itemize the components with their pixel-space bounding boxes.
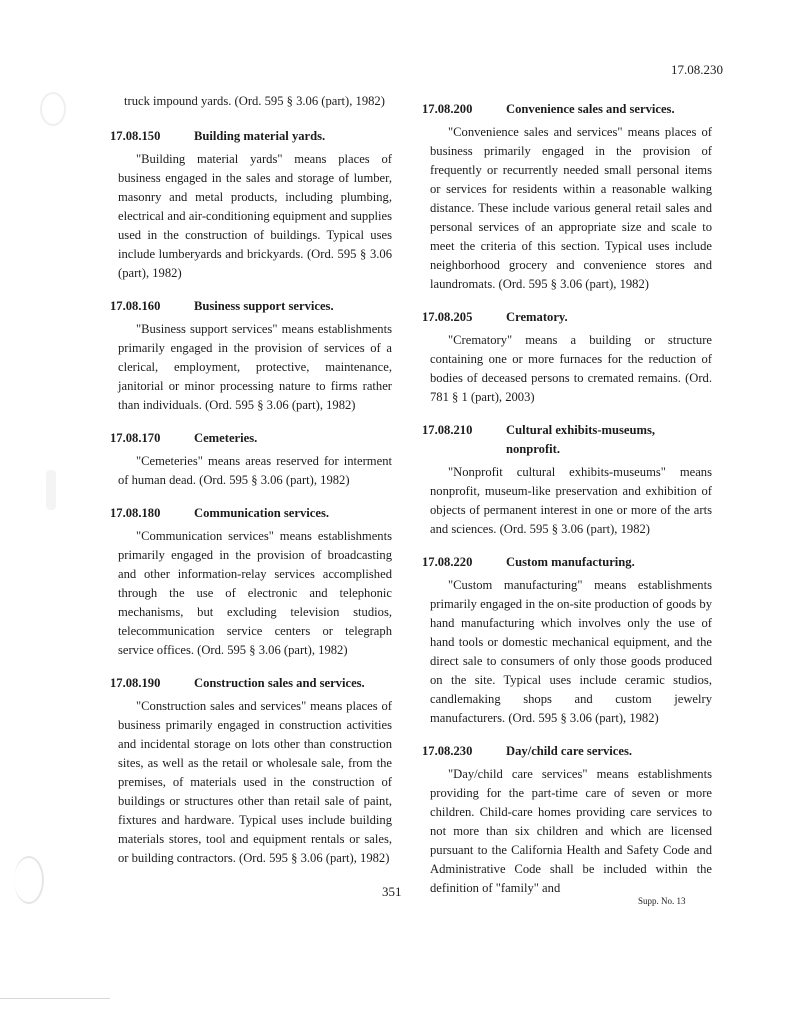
section-body: "Crematory" means a building or structure containing one or more furnaces for the reduction of bodies of deceased persons to cremated remains. (Ord. 781 § 1 (part), 2003) (430, 333, 712, 404)
section-title: Crematory. (506, 310, 568, 324)
section-number: 17.08.210 (422, 423, 473, 437)
supplement-label: Supp. No. 13 (638, 896, 686, 906)
section-number: 17.08.180 (110, 506, 161, 520)
section-heading (422, 308, 712, 327)
section-17-08-230 (422, 742, 712, 898)
section-title: Business support services. (194, 299, 334, 313)
section-17-08-150 (110, 127, 392, 283)
section-heading (110, 504, 392, 523)
section-number: 17.08.190 (110, 676, 161, 690)
section-heading (422, 421, 712, 459)
section-title: Custom manufacturing. (506, 555, 635, 569)
section-heading (110, 674, 392, 693)
section-body: "Convenience sales and services" means places of business primarily engaged in the provision of frequently or recurrently needed small personal items or services for residents within a reasonable walking distance. These include various general retail sales and personal services of an appropriate size and scale to meet the criteria of this section. Typical uses include neighborhood grocery and convenience stores and laundromats. (Ord. 595 § 3.06 (part), 1982) (430, 125, 712, 291)
section-number: 17.08.150 (110, 129, 161, 143)
section-heading (422, 742, 712, 761)
section-heading (422, 100, 712, 119)
section-number: 17.08.200 (422, 102, 473, 116)
section-body: "Communication services" means establishments primarily engaged in the provision of broadcasting and other information-relay services accomplished through the use of electronic and telephonic mechanisms, but excluding television studios, telecommunication service centers or telegraph service offices. (Ord. 595 § 3.06 (part), 1982) (118, 529, 392, 657)
scan-artifact (46, 470, 56, 510)
section-number: 17.08.205 (422, 310, 473, 324)
section-title: Cultural exhibits-museums, nonprofit. (506, 423, 656, 456)
section-title: Communication services. (194, 506, 330, 520)
section-title: Cemeteries. (194, 431, 258, 445)
scan-edge-line (0, 998, 110, 999)
page-number: 351 (382, 884, 402, 899)
section-number: 17.08.170 (110, 431, 161, 445)
section-17-08-180 (110, 504, 392, 660)
section-heading (422, 553, 712, 572)
section-17-08-190 (110, 674, 392, 868)
section-number: 17.08.230 (422, 744, 473, 758)
section-body: "Custom manufacturing" means establishments primarily engaged in the on-site production of goods by hand manufacturing which involves only the use of hand tools or domestic mechanical equipment, and the direct sale to consumers of only those goods produced on the site. Typical uses include ceramic studios, candlemaking shops and custom jewelry manufacturers. (Ord. 595 § 3.06 (part), 1982) (430, 578, 712, 725)
section-number: 17.08.160 (110, 299, 161, 313)
section-title: Day/child care services. (506, 744, 633, 758)
section-17-08-200 (422, 100, 712, 294)
section-heading (110, 127, 392, 146)
scan-artifact (14, 856, 44, 904)
section-body: "Cemeteries" means areas reserved for interment of human dead. (Ord. 595 § 3.06 (part), 1982) (118, 454, 392, 487)
section-17-08-205 (422, 308, 712, 407)
section-number: 17.08.220 (422, 555, 473, 569)
section-heading (110, 297, 392, 316)
section-body: "Construction sales and services" means places of business primarily engaged in construction activities and incidental storage on lots other than construction sites, as well as the retail or wholesale sale, from the premises, of materials used in the construction of buildings or structures other than retail sale of paint, fixtures and hardware. Typical uses include building materials stores, tool and equipment rentals or sales, or building contractors. (Ord. 595 § 3.06 (part), 1982) (118, 699, 392, 865)
section-17-08-170 (110, 429, 392, 490)
header-section-code: 17.08.230 (671, 62, 723, 77)
section-17-08-220 (422, 553, 712, 728)
section-title: Convenience sales and services. (506, 102, 675, 116)
section-title: Building material yards. (194, 129, 326, 143)
section-body: "Day/child care services" means establishments providing for the part-time care of seven or more children. Child-care homes providing care services to not more than six children and which are licensed pursuant to the California Health and Safety Code and Administrative Code shall be included within the definition of "family" and (430, 767, 712, 895)
continuation-text: truck impound yards. (Ord. 595 § 3.06 (part), 1982) (124, 94, 385, 108)
section-17-08-160 (110, 297, 392, 415)
left-column (110, 92, 392, 882)
section-body: "Business support services" means establishments primarily engaged in the provision of services of a clerical, employment, protective, maintenance, janitorial or minor processing nature to firms rather than individuals. (Ord. 595 § 3.06 (part), 1982) (118, 322, 392, 412)
section-title: Construction sales and services. (194, 676, 365, 690)
right-column (422, 100, 712, 912)
section-body: "Nonprofit cultural exhibits-museums" means nonprofit, museum-like preservation and exhibition of objects of permanent interest in one or more of the arts and sciences. (Ord. 595 § 3.06 (part), 1982) (430, 465, 712, 536)
section-17-08-210 (422, 421, 712, 539)
section-body: "Building material yards" means places of business engaged in the sales and storage of lumber, masonry and metal products, including plumbing, electrical and air-conditioning equipment and supplies used in the construction of buildings. Typical uses include lumberyards and brickyards. (Ord. 595 § 3.06 (part), 1982) (118, 152, 392, 280)
section-heading (110, 429, 392, 448)
scan-artifact (40, 92, 66, 126)
